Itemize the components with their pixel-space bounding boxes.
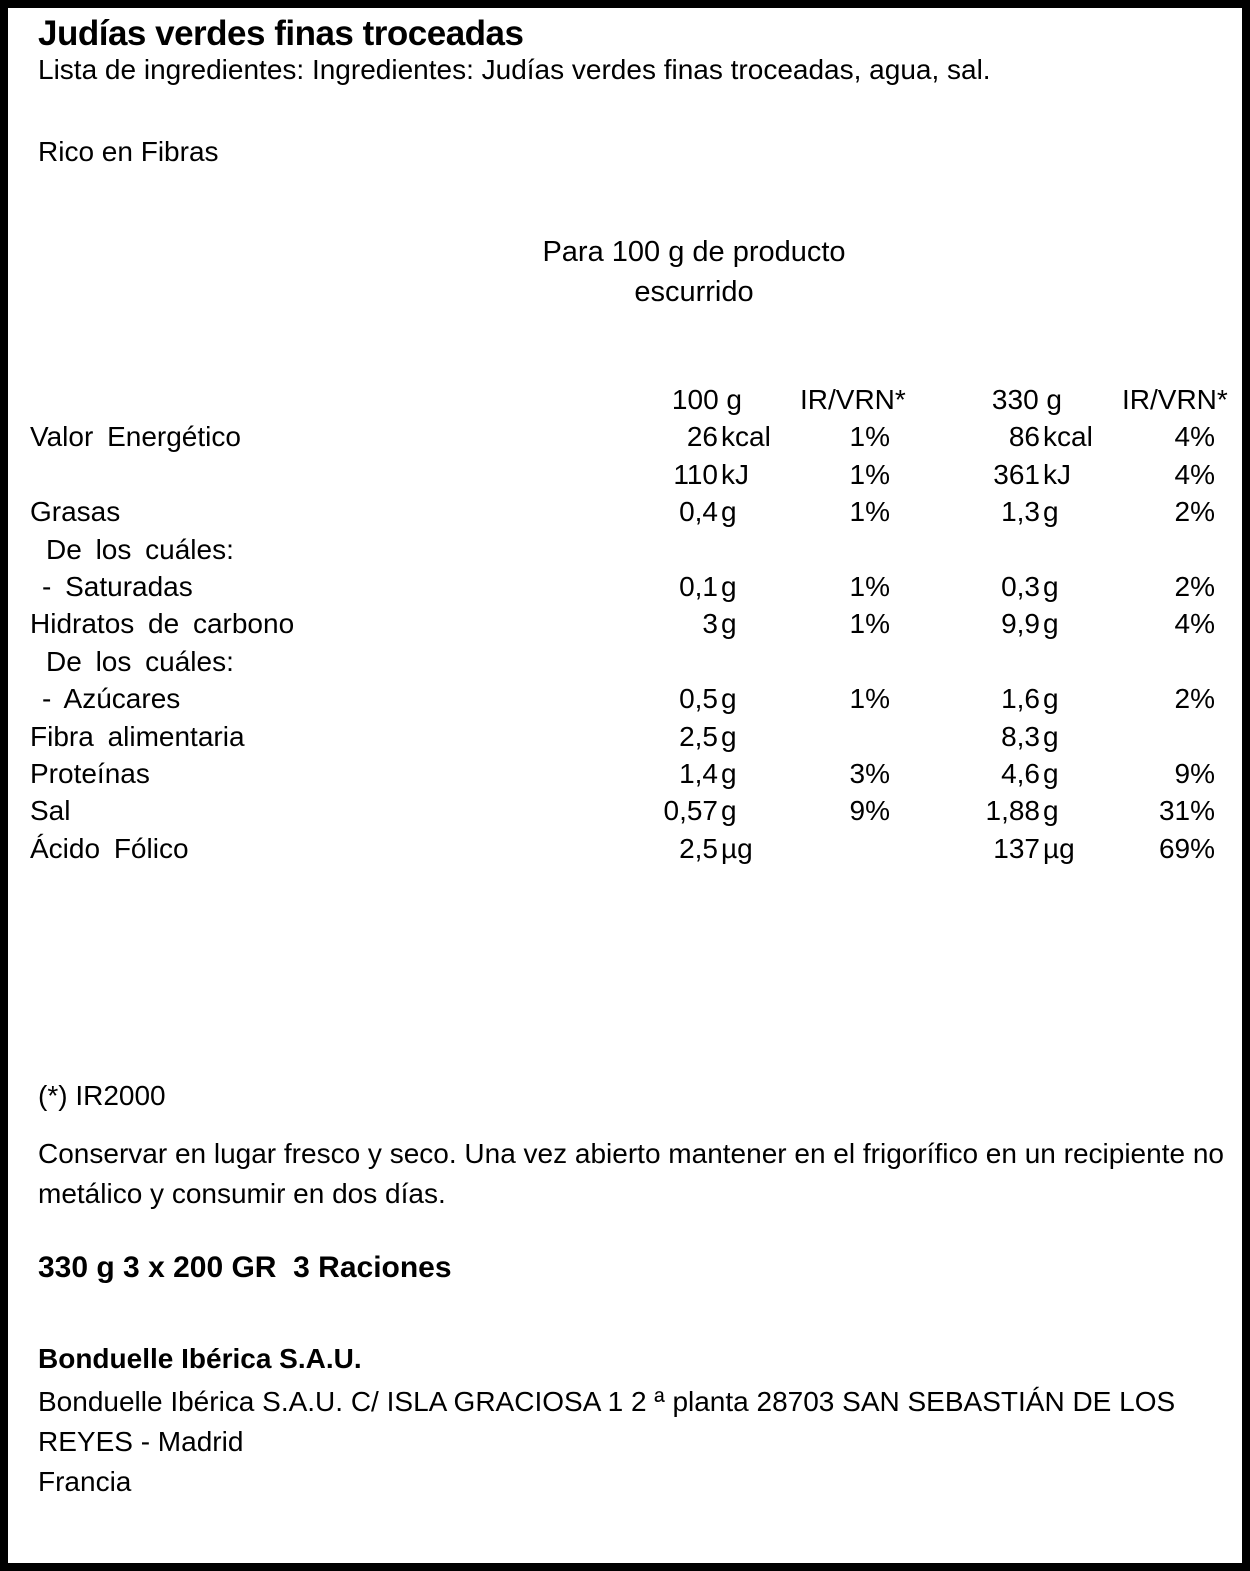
percent-ir-100g: 1% — [849, 683, 890, 715]
unit-330g: g — [1043, 496, 1059, 528]
percent-ir-330g — [1122, 718, 1215, 755]
header-spacer — [30, 381, 648, 418]
percent-ir-100g: 9% — [849, 795, 890, 827]
nutrition-row — [30, 792, 1223, 829]
nutrient-label: De los cuáles: — [46, 645, 234, 677]
percent-ir-330g: 4% — [1174, 421, 1215, 453]
unit-100g: g — [721, 570, 737, 602]
unit-100g: µg — [721, 832, 753, 864]
value-330g: 1,88 — [985, 795, 1040, 827]
percent-ir-100g: 1% — [849, 608, 890, 640]
nutrition-table-header — [30, 381, 1228, 418]
nutrient-label: - Azúcares — [42, 683, 181, 715]
nutrition-row — [30, 531, 1223, 568]
percent-ir-100g: 1% — [849, 570, 890, 602]
nutrient-label: Hidratos de carbono — [30, 608, 295, 640]
ir2000-footnote: (*) IR2000 — [38, 1080, 166, 1111]
percent-ir-100g: 1% — [849, 496, 890, 528]
unit-330g: g — [1043, 795, 1059, 827]
value-100g: 1,4 — [679, 757, 718, 789]
nutrient-label: Grasas — [30, 496, 121, 528]
value-330g — [890, 531, 1040, 568]
nutrition-row — [30, 680, 1223, 717]
unit-330g: g — [1043, 683, 1059, 715]
percent-ir-330g: 2% — [1174, 570, 1215, 602]
unit-330g: kJ — [1043, 458, 1071, 490]
percent-ir-330g: 4% — [1174, 608, 1215, 640]
value-330g: 9,9 — [1001, 608, 1040, 640]
value-330g: 1,6 — [1001, 683, 1040, 715]
nutrition-row — [30, 830, 1223, 867]
unit-100g: g — [721, 496, 737, 528]
pack-size: 330 g 3 x 200 GR 3 Raciones — [38, 1251, 452, 1284]
unit-330g: µg — [1043, 832, 1075, 864]
manufacturer-country: Francia — [38, 1466, 132, 1497]
fiber-claim: Rico en Fibras — [38, 136, 219, 167]
unit-100g: kcal — [721, 421, 771, 453]
value-100g — [648, 531, 718, 568]
percent-ir-100g — [800, 718, 890, 755]
nutrition-row — [30, 718, 1223, 755]
nutrition-table — [30, 381, 1228, 867]
nutrition-row — [30, 605, 1223, 642]
value-100g: 2,5 — [679, 720, 718, 752]
value-330g: 86 — [1008, 421, 1040, 453]
serving-heading-line1: Para 100 g de producto — [542, 236, 846, 268]
nutrient-label: Fibra alimentaria — [30, 720, 245, 752]
column-header-ir-330g: IR/VRN* — [1122, 384, 1228, 415]
percent-ir-100g — [800, 531, 890, 568]
unit-100g: g — [721, 608, 737, 640]
nutrition-row — [30, 493, 1223, 530]
nutrition-row — [30, 568, 1223, 605]
value-100g: 26 — [686, 421, 718, 453]
nutrient-label: Proteínas — [30, 757, 150, 789]
value-100g: 3 — [702, 608, 718, 640]
nutrition-row — [30, 755, 1223, 792]
nutrient-label: De los cuáles: — [46, 533, 234, 565]
value-100g: 0,4 — [679, 496, 718, 528]
nutrition-row — [30, 418, 1223, 455]
nutrient-label — [30, 456, 648, 493]
manufacturer-address: Bonduelle Ibérica S.A.U. C/ ISLA GRACIOSA 1 2 ª planta 28703 SAN SEBASTIÁN DE LOS REYES - Madrid — [38, 1386, 1176, 1457]
value-100g: 0,5 — [679, 683, 718, 715]
storage-instructions: Conservar en lugar fresco y seco. Una vez abierto mantener en el frigorífico en un recipiente no metálico y consumir en dos días. — [38, 1138, 1224, 1209]
percent-ir-330g: 2% — [1174, 683, 1215, 715]
value-100g: 110 — [673, 458, 718, 490]
nutrition-rows — [30, 418, 1223, 867]
serving-heading — [8, 232, 1242, 312]
percent-ir-330g — [1122, 643, 1215, 680]
unit-330g — [1040, 531, 1122, 568]
unit-100g — [718, 531, 800, 568]
value-100g: 0,1 — [679, 570, 718, 602]
percent-ir-100g — [800, 830, 890, 867]
unit-100g: g — [721, 757, 737, 789]
percent-ir-330g: 69% — [1158, 832, 1215, 864]
value-330g: 361 — [993, 458, 1040, 490]
nutrient-label: - Saturadas — [42, 570, 193, 602]
percent-ir-330g: 31% — [1158, 795, 1215, 827]
unit-330g: g — [1043, 570, 1059, 602]
nutrition-row — [30, 456, 1223, 493]
ingredients-line: Lista de ingredientes: Ingredientes: Judías verdes finas troceadas, agua, sal. — [38, 54, 991, 85]
value-330g: 4,6 — [1001, 757, 1040, 789]
value-100g: 0,57 — [663, 795, 718, 827]
value-330g: 8,3 — [1001, 720, 1040, 752]
unit-100g: kJ — [721, 458, 749, 490]
column-header-amount-330g: 330 g — [991, 384, 1062, 415]
value-100g: 2,5 — [679, 832, 718, 864]
percent-ir-100g: 1% — [849, 421, 890, 453]
percent-ir-330g: 9% — [1174, 757, 1215, 789]
unit-100g — [718, 643, 800, 680]
product-title: Judías verdes finas troceadas — [38, 14, 524, 53]
unit-100g: g — [721, 720, 737, 752]
unit-330g: g — [1043, 608, 1059, 640]
percent-ir-330g: 2% — [1174, 496, 1215, 528]
manufacturer-name: Bonduelle Ibérica S.A.U. — [38, 1343, 362, 1374]
nutrient-label: Ácido Fólico — [30, 832, 189, 864]
value-100g — [648, 643, 718, 680]
value-330g — [890, 643, 1040, 680]
value-330g: 0,3 — [1001, 570, 1040, 602]
unit-330g: kcal — [1043, 421, 1093, 453]
value-330g: 137 — [993, 832, 1040, 864]
column-header-ir-100g: IR/VRN* — [800, 384, 906, 415]
nutrition-row — [30, 643, 1223, 680]
unit-330g — [1040, 643, 1122, 680]
percent-ir-330g: 4% — [1174, 458, 1215, 490]
unit-330g: g — [1043, 757, 1059, 789]
unit-330g: g — [1043, 720, 1059, 752]
nutrient-label: Valor Energético — [30, 421, 241, 453]
nutrient-label: Sal — [30, 795, 71, 827]
unit-100g: g — [721, 795, 737, 827]
value-330g: 1,3 — [1001, 496, 1040, 528]
percent-ir-100g: 1% — [849, 458, 890, 490]
serving-heading-line2: escurrido — [634, 276, 754, 308]
column-header-amount-100g: 100 g — [671, 384, 742, 415]
percent-ir-330g — [1122, 531, 1215, 568]
percent-ir-100g: 3% — [849, 757, 890, 789]
unit-100g: g — [721, 683, 737, 715]
percent-ir-100g — [800, 643, 890, 680]
